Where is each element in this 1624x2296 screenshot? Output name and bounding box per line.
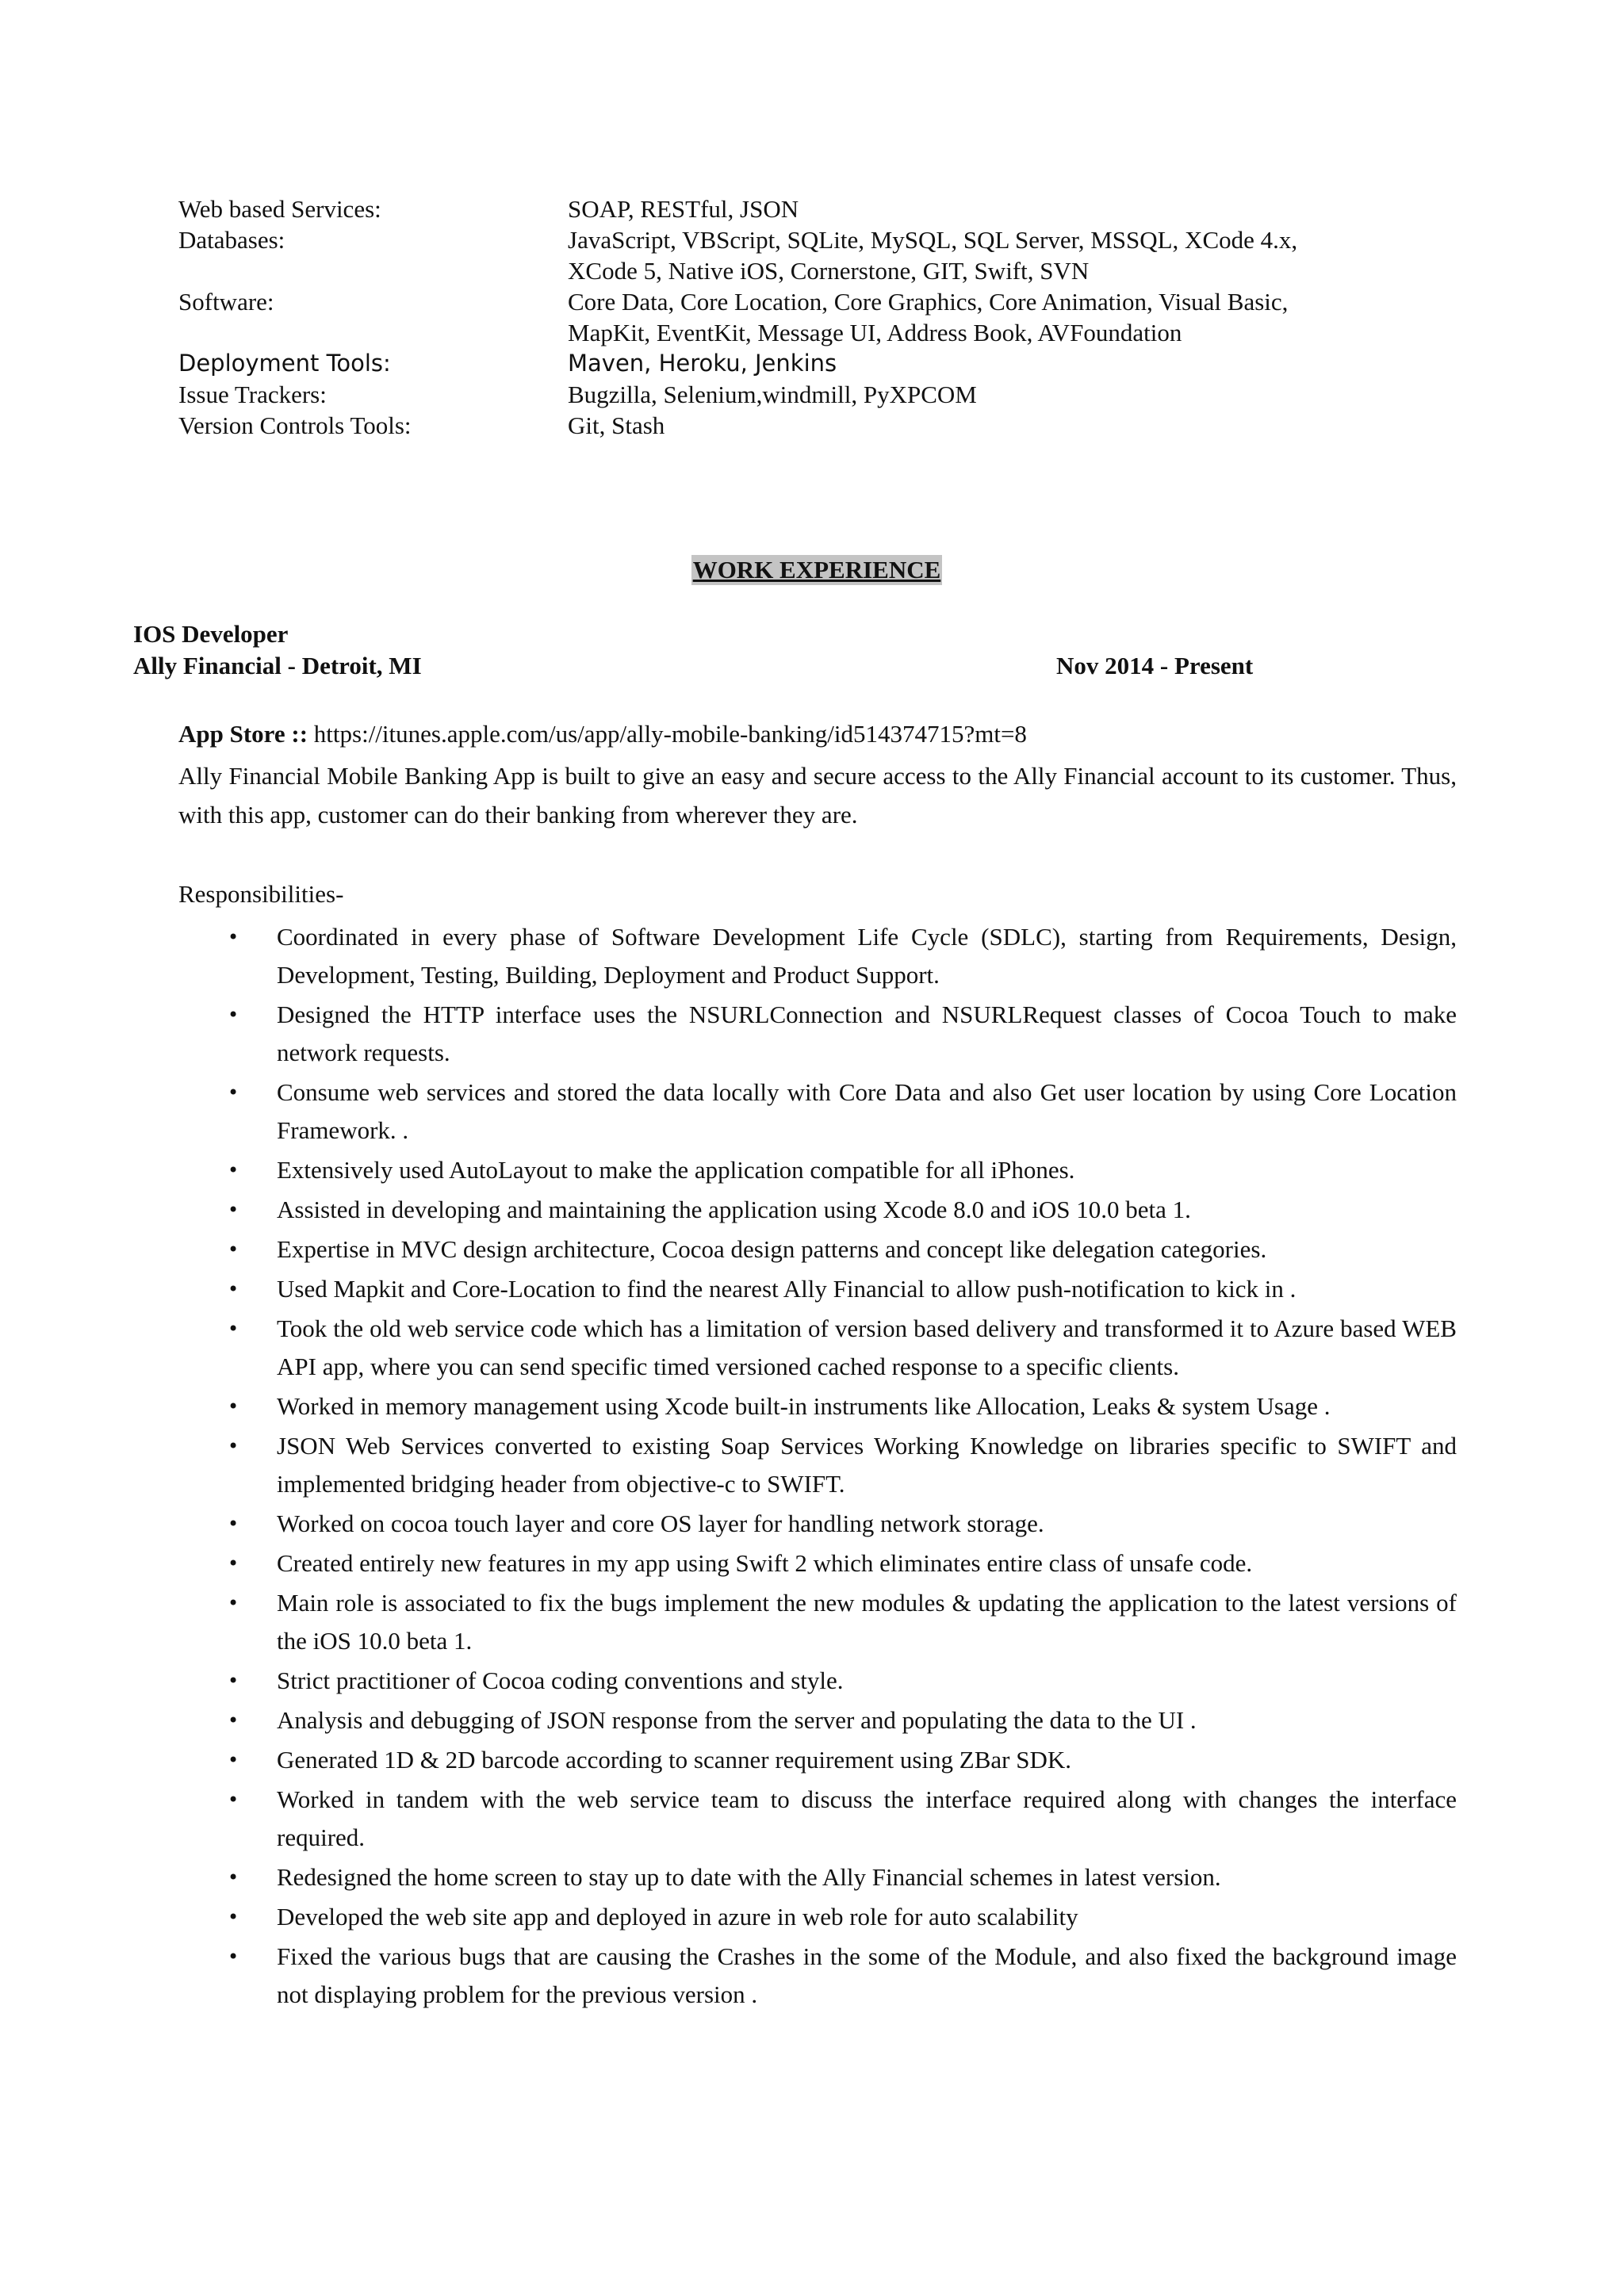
responsibility-text: Designed the HTTP interface uses the NSURLConnection and NSURLRequest classes of Cocoa Touch to make network requests. [277, 1001, 1457, 1066]
responsibility-item [178, 918, 1457, 994]
responsibility-item [178, 1898, 1457, 1936]
responsibility-item [178, 1584, 1457, 1660]
job-dates: Nov 2014 - Present [1056, 652, 1254, 679]
responsibility-item [178, 1781, 1457, 1857]
responsibility-text: Worked in tandem with the web service team to discuss the interface required along with changes the interface required. [277, 1785, 1457, 1851]
bullet-icon: • [228, 1946, 239, 1968]
app-store-label: App Store :: [178, 720, 308, 748]
responsibility-item [178, 1073, 1457, 1150]
bullet-icon: • [228, 1709, 239, 1732]
responsibility-item [178, 1505, 1457, 1543]
responsibility-text: Took the old web service code which has a limitation of version based delivery and transformed it to Azure based WEB API app, where you can send specific timed versioned cached response to a specific clients. [277, 1314, 1457, 1380]
skill-value-line: Maven, Heroku, Jenkins [568, 350, 837, 377]
skill-value-line: SOAP, RESTful, JSON [568, 195, 799, 223]
skill-value-line: JavaScript, VBScript, SQLite, MySQL, SQL Server, MSSQL, XCode 4.x, [568, 226, 1298, 254]
skill-value-line: MapKit, EventKit, Message UI, Address Book, AVFoundation [568, 319, 1182, 346]
responsibility-text: Worked on cocoa touch layer and core OS layer for handling network storage. [277, 1510, 1044, 1537]
responsibility-item [178, 1858, 1457, 1896]
skill-value [568, 410, 1479, 441]
bullet-icon: • [228, 1435, 239, 1457]
responsibility-text: Created entirely new features in my app using Swift 2 which eliminates entire class of unsafe code. [277, 1549, 1253, 1577]
responsibility-text: Analysis and debugging of JSON response from the server and populating the data to the UI . [277, 1706, 1197, 1734]
bullet-icon: • [228, 1238, 239, 1261]
responsibility-text: Assisted in developing and maintaining the application using Xcode 8.0 and iOS 10.0 beta 1. [277, 1196, 1191, 1223]
responsibility-text: Worked in memory management using Xcode built-in instruments like Allocation, Leaks & system Usage . [277, 1392, 1331, 1420]
skill-value-line: XCode 5, Native iOS, Cornerstone, GIT, Swift, SVN [568, 257, 1090, 285]
skill-row [178, 193, 1479, 224]
skill-value [568, 286, 1479, 348]
skills-table [178, 193, 1479, 441]
responsibility-text: JSON Web Services converted to existing Soap Services Working Knowledge on libraries specific to SWIFT and implemented bridging header from objective-c to SWIFT. [277, 1432, 1457, 1498]
skill-value [568, 193, 1479, 224]
responsibilities-list [178, 918, 1457, 2015]
skill-value [568, 224, 1479, 286]
skill-label: Version Controls Tools: [178, 411, 412, 439]
responsibility-item [178, 1741, 1457, 1779]
skill-value [568, 379, 1479, 410]
skill-label: Software: [178, 288, 274, 316]
responsibility-text: Fixed the various bugs that are causing the Crashes in the some of the Module, and also fixed the background image not displaying problem for the previous version . [277, 1942, 1457, 2008]
bullet-icon: • [228, 1199, 239, 1221]
skill-label: Deployment Tools: [178, 350, 391, 377]
responsibility-item [178, 1938, 1457, 2014]
bullet-icon: • [228, 926, 239, 948]
bullet-icon: • [228, 1670, 239, 1692]
bullet-icon: • [228, 1278, 239, 1300]
responsibility-text: Developed the web site app and deployed in azure in web role for auto scalability [277, 1903, 1078, 1931]
responsibility-text: Consume web services and stored the data locally with Core Data and also Get user location by using Core Location Framework. . [277, 1078, 1457, 1144]
skill-value-line: Git, Stash [568, 411, 665, 439]
responsibility-item [178, 996, 1457, 1072]
job-title: IOS Developer [133, 620, 289, 648]
skill-row [178, 348, 1479, 379]
responsibility-text: Coordinated in every phase of Software Development Life Cycle (SDLC), starting from Requirements, Design, Development, Testing, Building, Deployment and Product Support. [277, 923, 1457, 989]
responsibility-item [178, 1544, 1457, 1582]
responsibility-text: Expertise in MVC design architecture, Cocoa design patterns and concept like delegation categories. [277, 1235, 1267, 1263]
skill-label: Issue Trackers: [178, 381, 327, 408]
responsibility-item [178, 1270, 1457, 1308]
section-heading-container [0, 555, 1624, 585]
skill-row [178, 224, 1479, 286]
bullet-icon: • [228, 1004, 239, 1026]
responsibility-text: Redesigned the home screen to stay up to date with the Ally Financial schemes in latest version. [277, 1863, 1221, 1891]
skill-value-line: Core Data, Core Location, Core Graphics, Core Animation, Visual Basic, [568, 288, 1289, 316]
bullet-icon: • [228, 1592, 239, 1614]
responsibility-item [178, 1310, 1457, 1386]
skill-value [568, 348, 1479, 379]
bullet-icon: • [228, 1749, 239, 1771]
bullet-icon: • [228, 1866, 239, 1888]
responsibility-item [178, 1387, 1457, 1425]
bullet-icon: • [228, 1395, 239, 1418]
skill-label: Databases: [178, 226, 285, 254]
bullet-icon: • [228, 1789, 239, 1811]
responsibility-item [178, 1701, 1457, 1739]
bullet-icon: • [228, 1513, 239, 1535]
skill-row [178, 286, 1479, 348]
app-store-line [178, 718, 1027, 750]
responsibility-item [178, 1427, 1457, 1503]
skill-row [178, 379, 1479, 410]
section-heading: WORK EXPERIENCE [692, 556, 941, 584]
bullet-icon: • [228, 1159, 239, 1181]
bullet-icon: • [228, 1552, 239, 1575]
bullet-icon: • [228, 1318, 239, 1340]
responsibility-item [178, 1230, 1457, 1269]
bullet-icon: • [228, 1906, 239, 1928]
skill-value-line: Bugzilla, Selenium,windmill, PyXPCOM [568, 381, 977, 408]
responsibilities-title: Responsibilities- [178, 880, 344, 908]
responsibility-text: Extensively used AutoLayout to make the application compatible for all iPhones. [277, 1156, 1075, 1184]
skill-label: Web based Services: [178, 195, 381, 223]
skill-row [178, 410, 1479, 441]
responsibility-text: Used Mapkit and Core-Location to find the nearest Ally Financial to allow push-notification to kick in . [277, 1275, 1297, 1303]
responsibility-text: Generated 1D & 2D barcode according to scanner requirement using ZBar SDK. [277, 1746, 1071, 1774]
responsibility-text: Main role is associated to fix the bugs implement the new modules & updating the application to the latest versions of the iOS 10.0 beta 1. [277, 1589, 1457, 1655]
responsibility-item [178, 1151, 1457, 1189]
job-employer: Ally Financial - Detroit, MI [133, 652, 422, 679]
bullet-icon: • [228, 1081, 239, 1104]
responsibility-item [178, 1662, 1457, 1700]
responsibility-text: Strict practitioner of Cocoa coding conventions and style. [277, 1667, 844, 1694]
job-summary: Ally Financial Mobile Banking App is built to give an easy and secure access to the Ally Financial account to its customer. Thus, with this app, customer can do their banking from wherever they are. [178, 762, 1457, 828]
app-store-url: https://itunes.apple.com/us/app/ally-mobile-banking/id514374715?mt=8 [313, 720, 1027, 748]
responsibility-item [178, 1191, 1457, 1229]
